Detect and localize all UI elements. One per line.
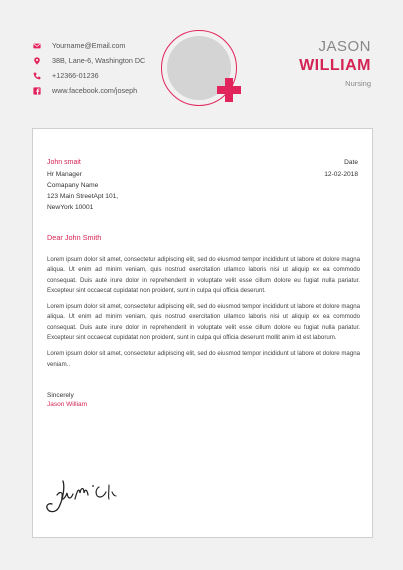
closing-text: Sincerely [47, 392, 74, 399]
closing-block [47, 391, 87, 409]
date-label: Date [344, 159, 358, 166]
recipient-name: John smait [47, 159, 81, 166]
letter-body [47, 255, 360, 376]
recipient-address-line1: 123 Main StreetApt 101, [47, 193, 119, 200]
sender-name: Jason William [47, 401, 88, 408]
body-paragraph: Lorem ipsum dolor sit amet, consectetur adipiscing elit, sed do eiusmod tempor incididunt ut labore et dolore magna aliqua. Ut enim ad minim veniam, quis nostrud exercitation ullamco laboris nisi ut aliquip ex ea commodo consequat. Duis aute irure dolor in reprehenderit in voluptate velit esse cillum dolore eu fugiat nulla pariatur. Excepteur sint occaecat cupidatat non proident, sunt in culpa qui officia deserunt. [47, 256, 360, 294]
contact-address [32, 53, 145, 68]
recipient-company: Comapany Name [47, 182, 99, 189]
contact-list [32, 38, 145, 98]
body-paragraph: Lorem ipsum dolor sit amet, consectetur adipiscing elit, sed do eiusmod tempor incididunt ut labore et dolore magna aliqua. Ut enim ad minim veniam, quis nostrud exercitation ullamco laboris nisi ut aliquip ex ea commodo consequat. Duis aute irure dolor in reprehenderit in voluptate velit esse cillum dolore eu fugiat nulla pariatur. Excepteur sint occaecat cupidatat non proident, sunt in culpa qui officia deserunt mollit anim id est laborum. [47, 303, 360, 342]
recipient-title: Hr Manager [47, 171, 82, 178]
cover-letter [32, 128, 373, 538]
date-block [324, 157, 358, 181]
medical-cross-icon [217, 78, 241, 102]
address-text: 38B, Lane-6, Washington DC [52, 56, 146, 65]
contact-facebook[interactable] [32, 83, 145, 98]
first-name: JASON [318, 38, 371, 55]
resume-header [0, 0, 403, 118]
body-paragraph: Lorem ipsum dolor sit amet, consectetur adipiscing elit, sed do eiusmod tempor incididunt ut labore et dolore magna veniam.. [47, 350, 360, 368]
last-name: WILLIAM [299, 57, 371, 74]
name-block [299, 38, 371, 88]
facebook-text: www.facebook.com/joseph [52, 86, 138, 95]
contact-phone[interactable] [32, 68, 145, 83]
handwritten-signature [43, 473, 133, 517]
location-pin-icon [32, 56, 42, 66]
date-value: 12-02-2018 [324, 171, 358, 178]
recipient-address-line2: NewYork 10001 [47, 204, 94, 211]
job-role: Nursing [345, 79, 371, 88]
recipient-block [47, 157, 118, 213]
email-text: Yourname@Email.com [52, 41, 126, 50]
phone-icon [32, 71, 42, 81]
email-icon [32, 41, 42, 51]
phone-text: +12366-01236 [52, 71, 99, 80]
salutation: Dear John Smith [47, 233, 102, 242]
contact-email[interactable] [32, 38, 145, 53]
facebook-icon [32, 86, 42, 96]
